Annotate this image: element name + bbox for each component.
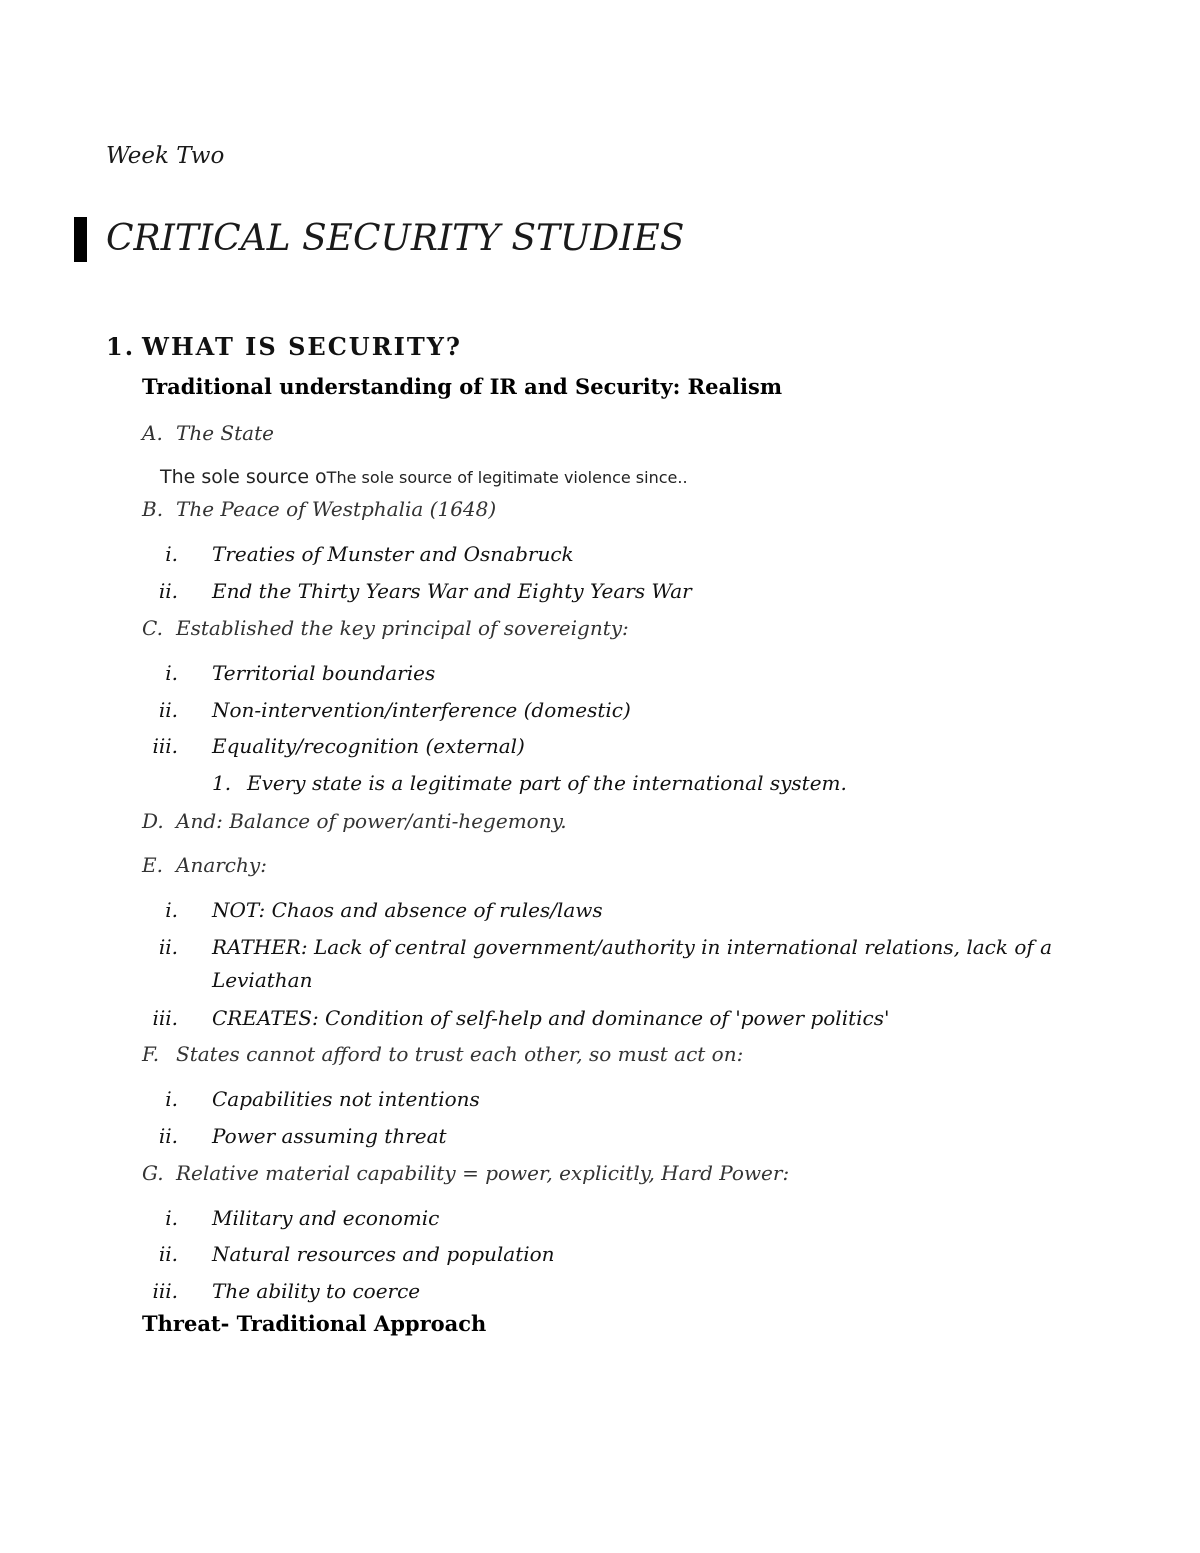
section-title: WHAT IS SECURITY? — [142, 332, 462, 361]
week-label: Week Two — [106, 143, 225, 169]
list-label-c-i: i. — [165, 661, 178, 685]
subheading-threat: Threat- Traditional Approach — [142, 1311, 487, 1336]
list-item-equality: Equality/recognition (external) — [212, 734, 525, 758]
list-item-treaties: Treaties of Munster and Osnabruck — [212, 542, 574, 566]
list-label-e-i: i. — [165, 898, 178, 922]
list-item-not-chaos: NOT: Chaos and absence of rules/laws — [212, 898, 603, 922]
list-label-g-i: i. — [165, 1206, 178, 1230]
list-item-balance-of-power: And: Balance of power/anti-hegemony. — [176, 809, 567, 833]
list-item-power-threat: Power assuming threat — [212, 1124, 447, 1148]
list-label-g: G. — [142, 1161, 164, 1185]
list-label-a: A. — [142, 421, 163, 445]
list-label-f: F. — [142, 1042, 160, 1066]
list-item-end-wars: End the Thirty Years War and Eighty Years War — [212, 579, 692, 603]
list-label-b: B. — [142, 497, 164, 521]
section-number: 1. — [106, 332, 136, 361]
list-item-sovereignty: Established the key principal of sovereignty: — [176, 616, 629, 640]
list-item-creates: CREATES: Condition of self-help and dominance of 'power politics' — [212, 1006, 890, 1030]
list-item-coerce: The ability to coerce — [212, 1279, 421, 1303]
list-label-b-ii: ii. — [158, 579, 178, 603]
list-label-e-ii: ii. — [158, 935, 178, 959]
document-title: CRITICAL SECURITY STUDIES — [106, 218, 685, 259]
list-item-westphalia: The Peace of Westphalia (1648) — [176, 497, 497, 521]
list-label-g-iii: iii. — [152, 1279, 178, 1303]
list-item-anarchy: Anarchy: — [176, 853, 267, 877]
list-item-military: Military and economic — [212, 1206, 440, 1230]
list-item-rather-continued: Leviathan — [212, 968, 313, 992]
list-item-natural-resources: Natural resources and population — [212, 1242, 555, 1266]
list-item-territorial: Territorial boundaries — [212, 661, 436, 685]
list-item-legitimate-state: Every state is a legitimate part of the international system. — [247, 771, 847, 795]
list-label-g-ii: ii. — [158, 1242, 178, 1266]
list-label-b-i: i. — [165, 542, 178, 566]
list-item-hard-power: Relative material capability = power, explicitly, Hard Power: — [176, 1161, 790, 1185]
list-label-f-i: i. — [165, 1087, 178, 1111]
subheading-realism: Traditional understanding of IR and Security: Realism — [142, 374, 783, 399]
list-label-e: E. — [142, 853, 163, 877]
state-body-sentence: The sole source of legitimate violence since.. — [326, 468, 688, 487]
list-label-c-ii: ii. — [158, 698, 178, 722]
list-item-non-intervention: Non-intervention/interference (domestic) — [212, 698, 631, 722]
list-label-d: D. — [142, 809, 164, 833]
list-item-the-state: The State — [176, 421, 274, 445]
list-item-rather: RATHER: Lack of central government/authority in international relations, lack of a — [212, 935, 1053, 959]
state-body-text — [160, 466, 688, 488]
list-label-f-ii: ii. — [158, 1124, 178, 1148]
state-body-fragment: The sole source o — [160, 466, 327, 488]
list-item-trust: States cannot afford to trust each other, so must act on: — [176, 1042, 744, 1066]
list-label-c-iii-1: 1. — [212, 771, 232, 795]
list-label-c: C. — [142, 616, 163, 640]
list-label-e-iii: iii. — [152, 1006, 178, 1030]
list-label-c-iii: iii. — [152, 734, 178, 758]
heading-marker — [74, 217, 87, 262]
list-item-capabilities: Capabilities not intentions — [212, 1087, 480, 1111]
